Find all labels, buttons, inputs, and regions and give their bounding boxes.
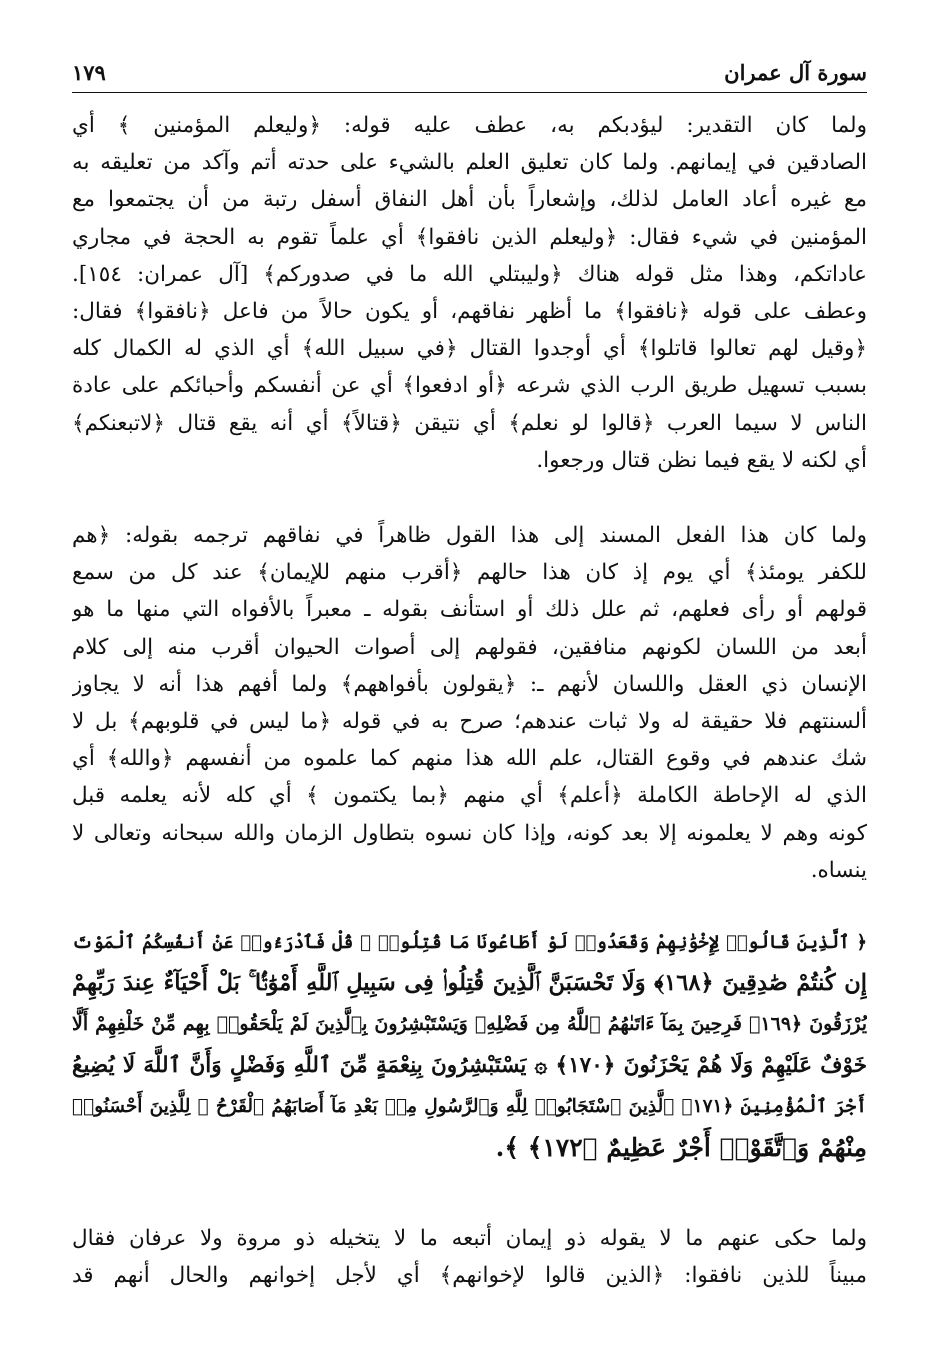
text-line: الناس لا سيما العرب ﴿قالوا لو نعلم﴾ أي نتيقن ﴿قتالاً﴾ أي أنه يقع قتال ﴿لاتبعنكم﴾ xyxy=(72,410,867,436)
text-line: المؤمنين في شيء فقال: ﴿وليعلم الذين نافقوا﴾ أي علماً تقوم به الحجة في مجاري xyxy=(72,224,867,250)
text-line: مبيناً للذين نافقوا: ﴿الذين قالوا لإخوانهم﴾ أي لأجل إخوانهم والحال أنهم قد xyxy=(72,1263,867,1289)
paragraph-2 xyxy=(72,517,867,889)
verse-line: إِن كُنتُمْ صَٰدِقِينَ ﴿١٦٨﴾ وَلَا تَحْسَبَنَّ ٱلَّذِينَ قُتِلُوا۟ فِى سَبِيلِ ٱللَّهِ أَمْوَٰتًۢا ۚ بَلْ أَحْيَآءٌ عِندَ رَبِّهِمْ xyxy=(72,970,867,996)
text-line: بسبب تسهيل طريق الرب الذي شرعه ﴿أو ادفعوا﴾ أي عن أنفسكم وأحبائكم على عادة xyxy=(72,373,867,399)
text-line: وعطف على قوله ﴿نافقوا﴾ ما أظهر نفاقهم، أو يكون حالاً من فاعل ﴿نافقوا﴾ فقال: xyxy=(72,298,867,324)
paragraph-1 xyxy=(72,107,867,479)
text-line: ولما كان التقدير: ليؤدبكم به، عطف عليه قوله: ﴿وليعلم المؤمنين ﴾ أي xyxy=(72,113,867,138)
surah-title: سورة آل عمران xyxy=(724,60,867,85)
verse-line: يُرْزَقُونَ ﴿١٦٩﴾ فَرِحِينَ بِمَآ ءَاتَىٰهُمُ ٱللَّهُ مِن فَضْلِهِۦ وَيَسْتَبْشِرُونَ بِٱلَّذِينَ لَمْ يَلْحَقُوا۟ بِهِم مِّنْ خَلْفِهِمْ أَلَّا xyxy=(72,1013,867,1035)
verse-line: ﴿ ٱلَّذِينَ قَالُوا۟ لِإِخْوَٰنِهِمْ وَقَعَدُوا۟ لَوْ أَطَاعُونَا مَا قُتِلُوا۟ ۗ قُلْ فَٱدْرَءُوا۟ عَنْ أَنفُسِكُمُ ٱلْمَوْتَ xyxy=(72,932,867,953)
text-line: كونه وهم لا يعلمونه إلا بعد كونه، وإذا كان نسوه بتطاول الزمان والله سبحانه وتعالى لا xyxy=(72,820,867,846)
verse-line: خَوْفٌ عَلَيْهِمْ وَلَا هُمْ يَحْزَنُونَ ﴿١٧٠﴾ ۞ يَسْتَبْشِرُونَ بِنِعْمَةٍ مِّنَ ٱللَّهِ وَفَضْلٍ وَأَنَّ ٱللَّهَ لَا يُضِيعُ xyxy=(72,1053,867,1078)
text-line: عاداتكم، وهذا مثل قوله هناك ﴿وليبتلي الله ما في صدوركم﴾ [آل عمران: ١٥٤]. xyxy=(72,261,867,287)
text-line: ولما كان هذا الفعل المسند إلى هذا القول ظاهراً في نفاقهم ترجمه بقوله: ﴿هم xyxy=(72,523,867,548)
text-line: ﴿وقيل لهم تعالوا قاتلوا﴾ أي أوجدوا القتال ﴿في سبيل الله﴾ أي الذي له الكمال كله xyxy=(72,336,867,362)
verse-line: أَجْرَ ٱلْمُؤْمِنِينَ ﴿١٧١﴾ ٱلَّذِينَ ٱسْتَجَابُوا۟ لِلَّهِ وَٱلرَّسُولِ مِنۢ بَعْدِ مَآ أَصَابَهُمُ ٱلْقَرْحُ ۚ لِلَّذِينَ أَحْسَنُوا۟ xyxy=(72,1096,867,1117)
text-line: ينساه. xyxy=(810,857,867,883)
page-header xyxy=(72,52,867,93)
text-line: أبعد من اللسان لكونهم منافقين، فقولهم إلى أصوات الحيوان أقرب منه إلى كلام xyxy=(72,634,867,660)
paragraph-3 xyxy=(72,1220,867,1294)
text-line: أي لكنه لا يقع فيما نظن قتال ورجعوا. xyxy=(536,447,867,473)
verse-line: مِنْهُمْ وَٱتَّقَوْا۟ أَجْرٌ عَظِيمٌ ﴿١٧٢﴾ ﴾. xyxy=(495,1133,867,1162)
text-line: ولما حكى عنهم ما لا يقوله ذو إيمان أتبعه ما لا يتخيله ذو مروة ولا عرفان فقال xyxy=(72,1226,867,1251)
text-line: الذي له الإحاطة الكاملة ﴿أعلم﴾ أي منهم ﴿بما يكتمون ﴾ أي كله لأنه يعلمه قبل xyxy=(72,783,867,809)
page-number: ١٧٩ xyxy=(72,60,106,85)
text-line: قولهم أو رأى فعلهم، ثم علل ذلك أو استأنف بقوله ـ معبراً بالأفواه التي منها ما هو xyxy=(72,597,867,623)
text-line: شك عندهم في وقوع القتال، علم الله هذا منهم كما علموه من أنفسهم ﴿والله﴾ أي xyxy=(72,746,867,772)
text-line: ألسنتهم فلا حقيقة له ولا ثبات عندهم؛ صرح به في قوله ﴿ما ليس في قلوبهم﴾ بل لا xyxy=(72,708,867,734)
text-line: الصادقين في إيمانهم. ولما كان تعليق العلم بالشيء على حدته أتم وآكد من تعليقه به xyxy=(72,150,867,176)
text-line: الإنسان ذي العقل واللسان لأنهم ـ: ﴿يقولون بأفواههم﴾ ولما أفهم هذا أنه لا يجاوز xyxy=(72,671,867,697)
text-line: مع غيره أعاد العامل لذلك، وإشعاراً بأن أهل النفاق أسفل رتبة من أن يجتمعوا مع xyxy=(72,187,867,213)
text-line: للكفر يومئذ﴾ أي يوم إذ كان هذا حالهم ﴿أقرب منهم للإيمان﴾ عند كل من سمع xyxy=(72,560,867,586)
quran-verses xyxy=(72,922,867,1168)
